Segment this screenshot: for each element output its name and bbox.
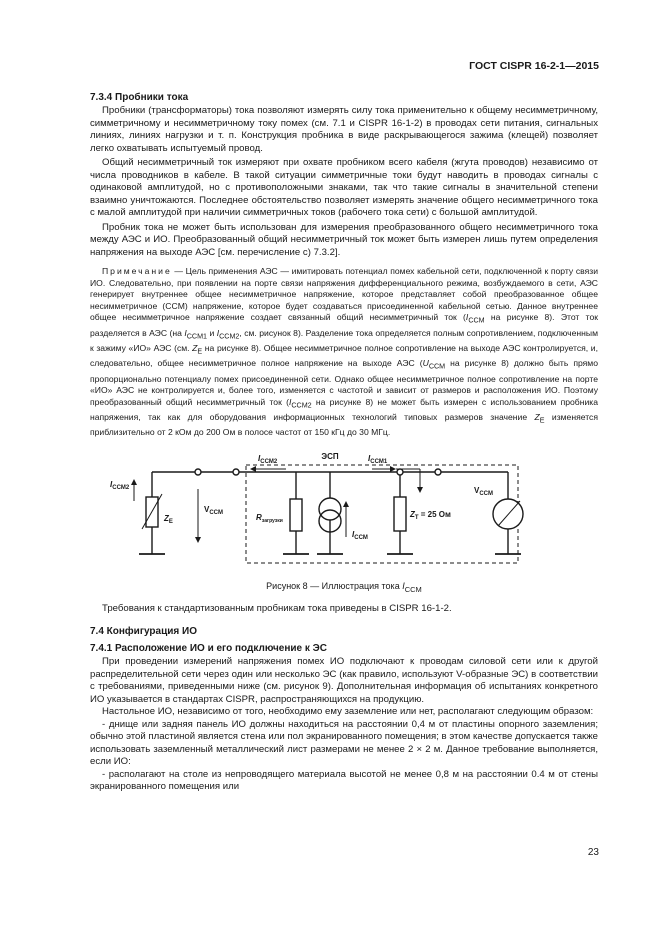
figure-caption: Рисунок 8 — Иллюстрация тока $I_{CCM}$ <box>266 581 422 594</box>
note-paragraph: Примечание — Цель применения АЭС — имитировать потенциал помех кабельной сети, подключенной к порту связи ИО. Следовательно, при появлении на порте связи напряжения дифференциального режима, возбуждаемого в сети, АЭС генерирует внутреннее общее несимметричное напряжение, которое представляет собой преобразованное общее несимметричное (CCM) напряжение, которое будет создаваться присоединенной кабельной сетью. Данное внутреннее общее несимметричное напряжение создает связанный общий несимметричный ток ($I_{CCM}$ на рисунке 8). Этот ток разделяется в АЭС (на $I_{CCM1}$ и $I_{CCM2}$, см. рисунок 8). Разделение тока определяется полным сопротивлением, подключенным к зажиму «ИО» АЭС (см. $Z_E$ на рисунке 8). Общее несимметричное полное сопротивление на выходе АЭС контролируется, и, следовательно, общее несимметричное полное напряжение на выходе АЭС ($U_{CCM}$ на рисунке 8) должно быть прямо пропорционально потенциалу помех присоединенной сети. Однако общее несимметричное полное сопротивление на порте «ИО» АЭС не контролируется и, более того, изменяется с частотой и зависит от размеров и расположения ИО. Поэтому преобразованный общий несимметричный ток ($I_{CCM2}$ на рисунке 8) не может быть измерен с использованием пробника напряжения, так как для оборудования информационных технологий типовых размеров значение $Z_E$ изменяется приблизительно от 2 кОм до 200 Ом в полосе частот от 150 кГц до 30 МГц. <box>90 266 599 438</box>
ze-label: $Z_E$ <box>164 514 173 526</box>
document-header: ГОСТ CISPR 16-2-1—2015 <box>469 60 599 72</box>
paragraph-7-4-2: Настольное ИО, независимо от того, необходимо ему заземление или нет, располагают следующим образом: <box>102 706 594 718</box>
paragraph-2: Общий несимметричный ток измеряют при охвате пробником всего кабеля (жгута проводов) независимо от числа проводников в кабеле. В такой ситуации симметричные токи будут наводить в проводах сигналы с одинаковой амплитудой, но с противоположными знаками, так что такие сигналы в значительной степени взаимно уничтожаются. Последнее обстоятельство позволяет измерять значение общего несимметричного тока с малой амплитудой при наличии симметричных токов (рабочего тока сети) с большой амплитудой. <box>90 157 598 218</box>
iccm-source-label: $I_{CCM}$ <box>352 530 368 542</box>
after-figure-paragraph: Требования к стандартизованным пробникам тока приведены в CISPR 16-1-2. <box>102 602 452 614</box>
iccm2-top-label: $I_{CCM2}$ <box>258 454 278 466</box>
terminal-4 <box>435 469 441 475</box>
iccm1-top-label: $I_{CCM1}$ <box>368 454 388 466</box>
zt-resistor <box>394 497 406 531</box>
zt-label: $Z_T = 25$ Ом <box>410 510 451 522</box>
paragraph-1: Пробники (трансформаторы) тока позволяют измерять силу тока применительно к общему несимметричному, симметричному и несимметричному току помех (см. 7.1 и CISPR 16-1-2) в проводах сети питания, сигнальных линиях, линиях нагрузки и т. п. Конструкция пробника в виде раскрывающегося зажима (клещей) позволяет легко охватывать испытуемый провод. <box>90 105 598 154</box>
iccm2-left-label: $I_{CCM2}$ <box>110 480 130 492</box>
load-resistor <box>290 499 302 531</box>
section-heading-7-4: 7.4 Конфигурация ИО <box>90 626 197 638</box>
paragraph-7-4-4: - располагают на столе из непроводящего материала высотой не менее 0,8 м на расстоянии 0.4 м от стены экранированного помещения или <box>90 768 598 793</box>
terminal-2 <box>233 469 239 475</box>
terminal-1 <box>195 469 201 475</box>
vccm-left-label: $V_{CCM}$ <box>204 505 224 517</box>
esp-dashed-box <box>246 465 518 563</box>
esp-label: ЭСП <box>321 452 339 462</box>
paragraph-3: Пробник тока не может быть использован для измерения преобразованного общего несимметричного тока между АЭС и ИО. Преобразованный общий несимметричный ток может быть измерен лишь путем определения напряжения на выходе АЭС [см. перечисление с) 7.3.2]. <box>90 221 598 258</box>
current-source-left <box>319 498 341 520</box>
paragraph-7-4-1: При проведении измерений напряжения помех ИО подключают к проводам силовой сети или к другой распределительной сети через один или несколько ЭС (как правило, используют V-образные ЭС) в соответствии с требованиями, приведенными ниже (см. рисунок 9). Дополнительная информация об испытаниях конкретного ИО указывается в стандартах CISPR, распространяющихся на продукцию. <box>90 656 598 705</box>
circuit-svg <box>90 449 598 575</box>
page-number: 23 <box>587 847 599 858</box>
section-heading-7-4-1: 7.4.1 Расположение ИО и его подключение к ЭС <box>90 643 327 655</box>
paragraph-7-4-3: - днище или задняя панель ИО должны находиться на расстоянии 0,4 м от пластины опорного заземления; обычно этой пластиной является стена или пол экранированного помещения; в этом качестве допускается также использовать заземленный металлический лист размерами не менее 2 × 2 м. Данное требование выполняется, если ИО: <box>90 718 598 768</box>
terminal-3 <box>397 469 403 475</box>
vccm-right-label: $V_{CCM}$ <box>474 486 494 498</box>
note-label: Примечание <box>102 266 172 276</box>
page-content <box>90 92 598 794</box>
section-heading-7-3-4: 7.3.4 Пробники тока <box>90 92 189 103</box>
r-load-label: $R_{загрузки}$ <box>256 513 283 525</box>
circuit-diagram <box>90 449 598 575</box>
